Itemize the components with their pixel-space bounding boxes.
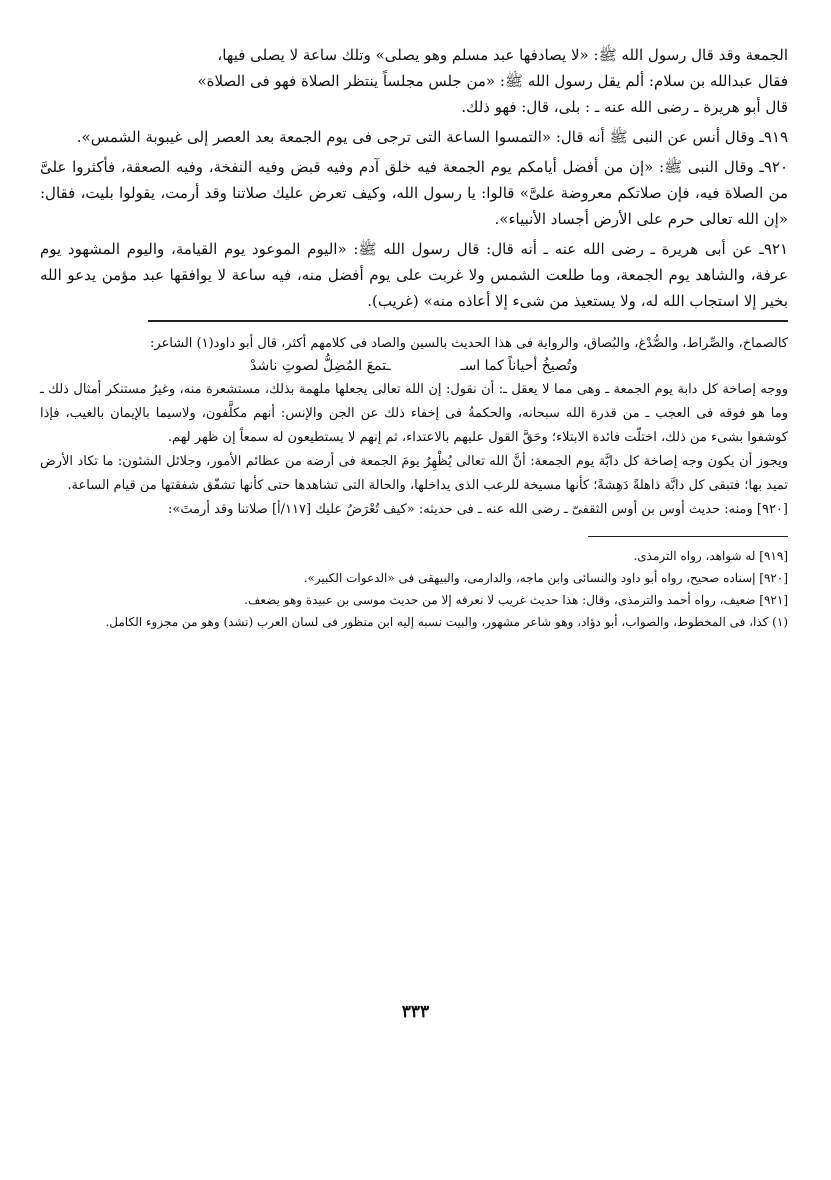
- footnote-919: [٩١٩] له شواهد، رواه الترمذى.: [633, 549, 788, 563]
- verse-second-hemistich: ـتمعَ المُضِلُّ لصوتِ ناشدْ: [250, 358, 391, 374]
- footnote-1: (١) كذا، فى المخطوط، والصواب، أبو دؤاد، وهو شاعر مشهور، والبيت نسبه إليه ابن منظور فى لسان العرب (نشد) وهو من مجزوء الكامل.: [105, 615, 788, 629]
- verse-first-hemistich: وتُصيخُ أحياناً كما اسـ: [460, 358, 578, 374]
- hadith-919: ٩١٩ـ وقال أنس عن النبى ﷺ أنه قال: «التمسوا الساعة التى ترجى فى يوم الجمعة بعد العصر إلى غيبوبة الشمس».: [76, 128, 788, 146]
- hadith-921: ٩٢١ـ عن أبى هريرة ـ رضى الله عنه ـ أنه قال: قال رسول الله ﷺ: «اليوم الموعود يوم القيامة، واليوم المشهود يوم عرفة، والشاهد يوم الجمعة، وما طلعت الشمس ولا غربت على يوم أفضل منه، فيه ساعة لا يوافقها عبد مؤمن يدعو الله بخير إلا استجاب الله له، ولا يستعيذ من شىء إلا أعاذه منه» (غريب).: [40, 240, 788, 310]
- commentary-para-4: [٩٢٠] ومنه: حديث أوس بن أوس الثقفىّ ـ رضى الله عنه ـ فى حديثه: «كيف تُعْرَضُ عليك [١١٧/أ] صلاتنا وقد أرمتَ»:: [168, 502, 788, 517]
- footnote-920: [٩٢٠] إسناده صحيح، رواه أبو داود والنسائى وابن ماجه، والدارمى، والبيهقى فى «الدعوات الكبير».: [303, 571, 788, 585]
- page-body: [40, 42, 788, 633]
- main-divider: [148, 320, 788, 322]
- page-number: ٣٣٣: [401, 1002, 430, 1022]
- hadith-line-3: قال أبو هريرة ـ رضى الله عنه ـ : بلى، قال: فهو ذلك.: [461, 98, 788, 116]
- poetry-verse: [40, 358, 788, 374]
- hadith-line-1: الجمعة وقد قال رسول الله ﷺ: «لا يصادفها عبد مسلم وهو يصلى» وتلك ساعة لا يصلى فيها،: [217, 46, 788, 64]
- commentary-para-1: كالصماخ، والصِّراط، والصُّدْغ، والبُصاق، والرواية فى هذا الحديث بالسين والصاد فى كلامهم أكثر، قال أبو داود(١) الشاعر:: [149, 336, 788, 351]
- hadith-920: ٩٢٠ـ وقال النبى ﷺ: «إن من أفضل أيامكم يوم الجمعة فيه خلق آدم وفيه قبض وفيه النفخة، وفيه الصعقة، فأكثروا علىَّ من الصلاة فيه، فإن صلاتكم معروضة علىَّ» قالوا: يا رسول الله، وكيف تعرض عليك صلاتنا وقد أرمت، يقولوا بليت، فقال: «إن الله تعالى حرم على الأرض أجساد الأنبياء».: [40, 158, 788, 228]
- footnote-921: [٩٢١] ضعيف، رواه أحمد والترمذى، وقال: هذا حديث غريب لا نعرفه إلا من حديث موسى بن عبيدة وهو يضعف.: [244, 593, 788, 607]
- commentary-para-3: ويجوز أن يكون وجه إصاخة كل دابَّة يوم الجمعة: أنَّ الله تعالى يُظْهِرُ يومَ الجمعة فى أرضه من عظائم الأمور، وجلائل الشئون: ما تكاد الأرض تميد بها؛ فتبقى كل دابَّة ذاهلةً دَهِشةً؛ كأنها مسيخة للرعب الذى يداخلها، والحالة التى تشاهدها حتى كأنها تشفّق شفقتها من قيام الساعة.: [40, 454, 788, 493]
- commentary-para-2: ووجه إصاخة كل دابة يوم الجمعة ـ وهى مما لا يعقل ـ: أن نقول: إن الله تعالى يجعلها ملهمة بذلك، مستشعرة منه، وغيرُ مستنكر أمثال ذلك ـ وما هو فوقه فى العجب ـ من قدرة الله سبحانه، والحكمةُ فى إخفاء ذلك عن الجن والإنس: أنهم مكلَّفون، ولاسيما بالإيمان بالغيب، فإذا كوشفوا بشىء من ذلك، اختلّت فائدة الابتلاء؛ وحَقَّ القول عليهم بالاعتداء، ثم إنهم لا يستطيعون له سمعاً إن ظهر لهم.: [40, 382, 788, 445]
- hadith-line-2: فقال عبدالله بن سلام: ألم يقل رسول الله ﷺ: «من جلس مجلساً ينتظر الصلاة فهو فى الصلاة»: [197, 72, 788, 90]
- footnote-divider: [588, 536, 788, 537]
